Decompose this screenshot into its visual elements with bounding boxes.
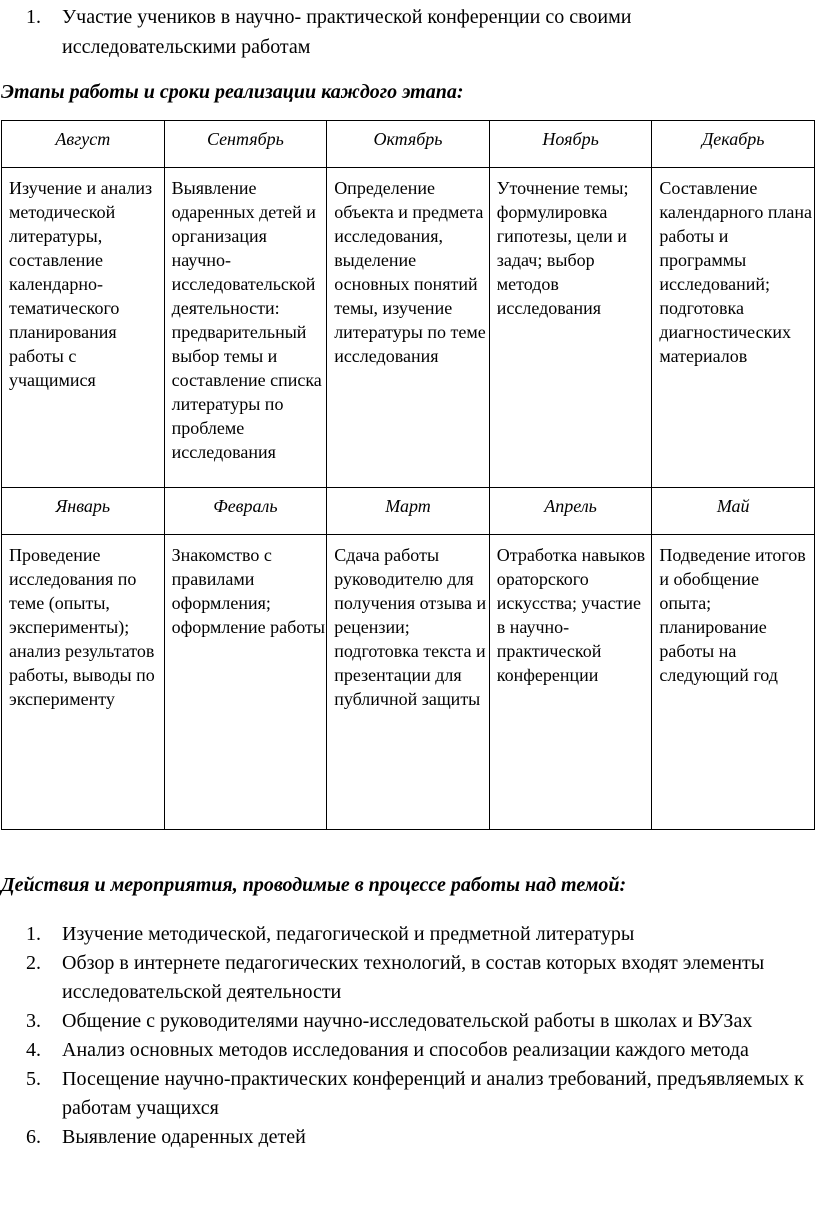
intro-list-item	[26, 2, 806, 62]
list-item-text: Посещение научно-практических конференций и анализ требований, предъявляемых к работам учащихся	[62, 1068, 804, 1119]
task-cell: Определение объекта и предмета исследования, выделение основных понятий темы, изучение литературы по теме исследования	[327, 168, 490, 488]
list-item	[26, 1007, 806, 1036]
list-item-number: 4.	[26, 1039, 41, 1061]
list-item-number: 1.	[26, 6, 41, 28]
month-cell: Март	[327, 488, 490, 535]
month-cell: Декабрь	[652, 121, 815, 168]
stages-heading: Этапы работы и сроки реализации каждого этапа:	[1, 81, 464, 103]
list-item-text: Участие учеников в научно- практической конференции со своими исследовательскими работам	[62, 6, 632, 58]
list-item-number: 5.	[26, 1068, 41, 1090]
month-cell: Апрель	[489, 488, 652, 535]
list-item-text: Изучение методической, педагогической и предметной литературы	[62, 923, 635, 945]
month-cell: Январь	[2, 488, 165, 535]
task-cell: Выявление одаренных детей и организация научно-исследовательской деятельности: предварительный выбор темы и составление списка литературы по проблеме исследования	[164, 168, 327, 488]
task-cell: Сдача работы руководителю для получения отзыва и рецензии; подготовка текста и презентации для публичной защиты	[327, 535, 490, 830]
list-item	[26, 1123, 806, 1152]
actions-list	[26, 920, 806, 1152]
month-cell: Май	[652, 488, 815, 535]
task-cell: Знакомство с правилами оформления; оформление работы	[164, 535, 327, 830]
task-cell: Отработка навыков ораторского искусства; участие в научно-практической конференции	[489, 535, 652, 830]
month-cell: Февраль	[164, 488, 327, 535]
list-item	[26, 1065, 806, 1123]
list-item-text: Анализ основных методов исследования и способов реализации каждого метода	[62, 1039, 749, 1061]
tasks-row	[2, 168, 815, 488]
list-item-text: Выявление одаренных детей	[62, 1126, 306, 1148]
month-row	[2, 121, 815, 168]
list-item	[26, 920, 806, 949]
month-cell: Ноябрь	[489, 121, 652, 168]
task-cell: Подведение итогов и обобщение опыта; планирование работы на следующий год	[652, 535, 815, 830]
task-cell: Изучение и анализ методической литературы, составление календарно-тематического планирования работы с учащимися	[2, 168, 165, 488]
list-item-number: 6.	[26, 1126, 41, 1148]
month-cell: Октябрь	[327, 121, 490, 168]
task-cell: Составление календарного плана работы и программы исследований; подготовка диагностических материалов	[652, 168, 815, 488]
list-item-number: 1.	[26, 923, 41, 945]
month-row	[2, 488, 815, 535]
schedule-table	[1, 120, 815, 830]
list-item-text: Общение с руководителями научно-исследовательской работы в школах и ВУЗах	[62, 1010, 753, 1032]
list-item	[26, 949, 806, 1007]
tasks-row	[2, 535, 815, 830]
list-item-text: Обзор в интернете педагогических технологий, в состав которых входят элементы исследовательской деятельности	[62, 952, 765, 1003]
list-item-number: 2.	[26, 952, 41, 974]
list-item	[26, 1036, 806, 1065]
month-cell: Август	[2, 121, 165, 168]
list-item-number: 3.	[26, 1010, 41, 1032]
task-cell: Проведение исследования по теме (опыты, эксперименты); анализ результатов работы, выводы по эксперименту	[2, 535, 165, 830]
task-cell: Уточнение темы; формулировка гипотезы, цели и задач; выбор методов исследования	[489, 168, 652, 488]
month-cell: Сентябрь	[164, 121, 327, 168]
intro-list	[26, 2, 806, 62]
actions-heading: Действия и мероприятия, проводимые в процессе работы над темой:	[1, 874, 627, 896]
